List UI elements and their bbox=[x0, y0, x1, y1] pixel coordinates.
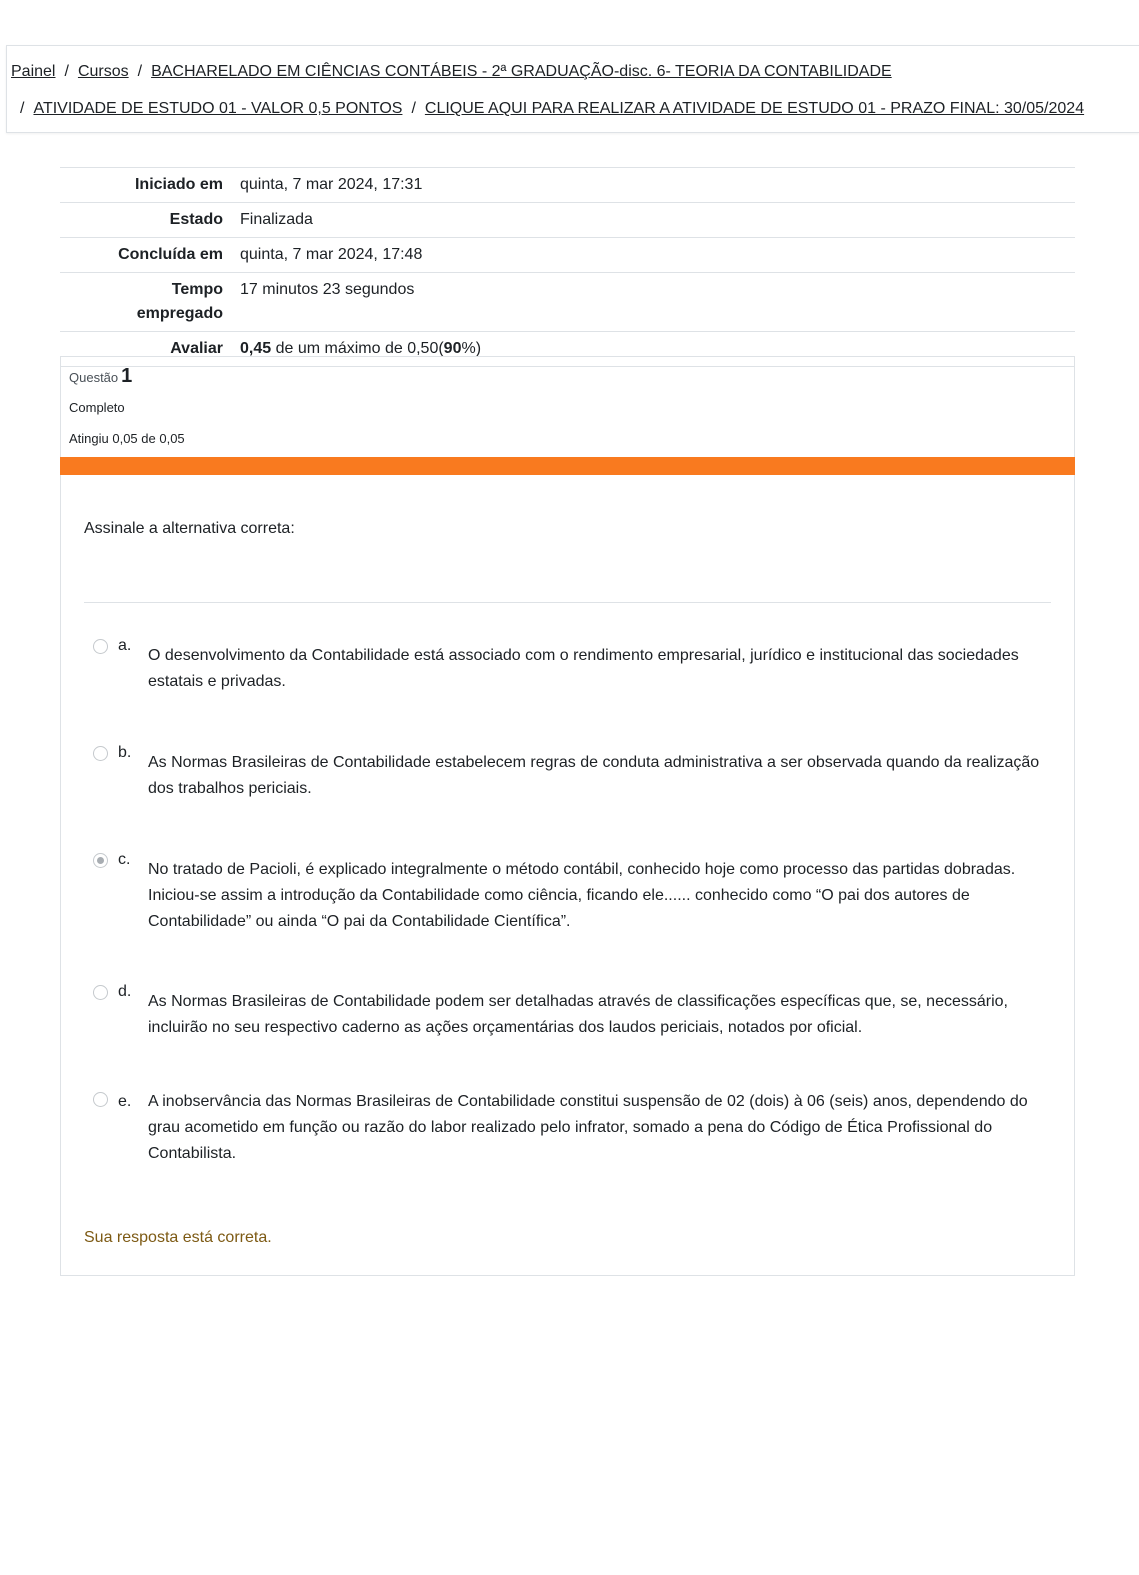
grade-label: Avaliar bbox=[170, 340, 223, 357]
question-grade: Atingiu 0,05 de 0,05 bbox=[69, 431, 185, 446]
option-text: No tratado de Pacioli, é explicado integralmente o método contábil, conhecido hoje como processo das partidas dobradas. Iniciou-se assim a introdução da Contabilidade como ciência, ficando ele...... conhecido como “O pai dos autores de Contabilidade” ou ainda “O pai da Contabilidade Científica”. bbox=[148, 861, 1016, 930]
radio-button-a[interactable] bbox=[93, 639, 108, 654]
breadcrumb-quiz-link[interactable]: CLIQUE AQUI PARA REALIZAR A ATIVIDADE DE ESTUDO 01 - PRAZO FINAL: 30/05/2024 bbox=[424, 100, 1085, 117]
option-text: O desenvolvimento da Contabilidade está associado com o rendimento empresarial, jurídico e institucional das sociedades estatais e privadas. bbox=[148, 647, 1019, 690]
question-prefix-text: Questão bbox=[69, 370, 119, 385]
option-letter: b. bbox=[118, 744, 132, 761]
time-label-line-1: Tempo bbox=[171, 281, 223, 298]
breadcrumb-painel-link[interactable]: Painel bbox=[11, 63, 56, 80]
started-label: Iniciado em bbox=[134, 176, 223, 193]
radio-button-e[interactable] bbox=[93, 1092, 108, 1107]
grade-end: %) bbox=[461, 340, 482, 357]
grade-middle: de um máximo de 0,50( bbox=[275, 340, 444, 357]
started-value: quinta, 7 mar 2024, 17:31 bbox=[240, 176, 423, 193]
completed-label: Concluída em bbox=[118, 246, 223, 263]
question-text: Assinale a alternativa correta: bbox=[84, 520, 295, 537]
grade-score: 0,45 bbox=[240, 340, 272, 357]
option-text: As Normas Brasileiras de Contabilidade estabelecem regras de conduta administrativa a ser observada quando da realização dos trabalhos periciais. bbox=[148, 754, 1040, 797]
state-value: Finalizada bbox=[240, 211, 313, 228]
time-label-line-2: empregado bbox=[136, 305, 223, 322]
question-accent-bar bbox=[60, 457, 1075, 475]
breadcrumb-line-2 bbox=[20, 100, 1084, 118]
question-state: Completo bbox=[69, 400, 125, 415]
question-card bbox=[60, 356, 1075, 1276]
breadcrumb-line-1 bbox=[11, 63, 892, 81]
completed-value: quinta, 7 mar 2024, 17:48 bbox=[240, 246, 423, 263]
time-label bbox=[60, 273, 232, 332]
option-text: A inobservância das Normas Brasileiras de Contabilidade constitui suspensão de 02 (dois) à 06 (seis) anos, dependendo do grau acometido em função ou razão do labor realizado pelo infrator, somado a pena do Código de Ética Profissional do Contabilista. bbox=[148, 1093, 1028, 1162]
summary-row-started bbox=[60, 168, 1075, 203]
grade-percent: 90 bbox=[443, 340, 462, 357]
breadcrumb bbox=[6, 45, 1139, 133]
radio-button-b[interactable] bbox=[93, 746, 108, 761]
attempt-summary-table bbox=[60, 167, 1075, 367]
breadcrumb-separator: / bbox=[20, 100, 25, 117]
feedback-message: Sua resposta está correta. bbox=[84, 1229, 272, 1246]
option-letter: c. bbox=[118, 851, 131, 868]
breadcrumb-course-link[interactable]: BACHARELADO EM CIÊNCIAS CONTÁBEIS - 2ª GRADUAÇÃO-disc. 6- TEORIA DA CONTABILIDADE bbox=[151, 63, 892, 80]
time-value: 17 minutos 23 segundos bbox=[240, 281, 415, 298]
summary-row-completed bbox=[60, 238, 1075, 273]
question-number bbox=[69, 365, 132, 388]
radio-button-c-selected[interactable] bbox=[93, 853, 108, 868]
state-label: Estado bbox=[169, 211, 223, 228]
question-number-value: 1 bbox=[121, 365, 133, 387]
question-prefix bbox=[69, 365, 133, 387]
divider bbox=[84, 602, 1051, 603]
radio-button-d[interactable] bbox=[93, 985, 108, 1000]
breadcrumb-separator: / bbox=[64, 63, 69, 80]
breadcrumb-separator: / bbox=[411, 100, 416, 117]
breadcrumb-cursos-link[interactable]: Cursos bbox=[77, 63, 129, 80]
option-text: As Normas Brasileiras de Contabilidade podem ser detalhadas através de classificações específicas que, se, necessário, incluirão no seu respectivo caderno as ações orçamentárias dos laudos periciais, notados por oficial. bbox=[148, 993, 1008, 1036]
breadcrumb-activity-link[interactable]: ATIVIDADE DE ESTUDO 01 - VALOR 0,5 PONTOS bbox=[33, 100, 403, 117]
breadcrumb-separator: / bbox=[137, 63, 143, 80]
summary-row-time bbox=[60, 273, 1075, 332]
option-letter: d. bbox=[118, 983, 132, 1000]
option-letter: a. bbox=[118, 637, 132, 654]
summary-row-state bbox=[60, 203, 1075, 238]
option-letter: e. bbox=[118, 1093, 132, 1110]
